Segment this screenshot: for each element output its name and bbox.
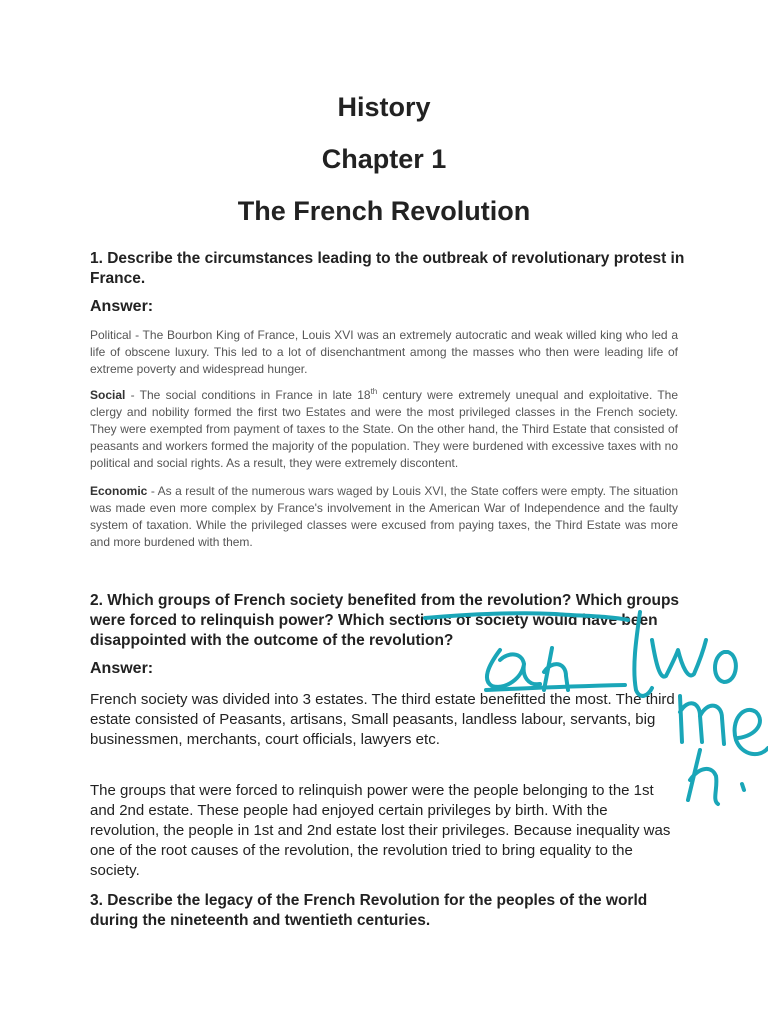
scribble-dot (742, 784, 744, 790)
answer-1-economic (90, 483, 678, 551)
scribble-a (487, 650, 540, 687)
chapter-title: Chapter 1 (321, 144, 447, 174)
social-label: Social (90, 388, 126, 402)
answer-2-paragraph-2: The groups that were forced to relinquish power were the people belonging to the 1st and 2nd estate. These people had enjoyed certain privileges by birth. With the revolution, the people in 1st and 2nd estate lost their privileges. Because inequality was one of the root causes of the revolution, the revolution tried to bring equality to the society. (90, 782, 671, 879)
economic-text: - As a result of the numerous wars waged by Louis XVI, the State coffers were empty. The situation was made even more complex by France's involvement in the American War of Independence and the faulty system of taxation. While the privileged classes were excused from paying taxes, the Third Estate was more and more burdened with them. (90, 484, 678, 549)
topic-title: The French Revolution (237, 196, 531, 226)
social-text-post: century were extremely unequal and exploitative. The clergy and nobility formed the first two Estates and were the most privileged classes in the French society. They were exempted from payment of taxes to the State. On the other hand, the Third Estate that consisted of peasants and workers formed the majority of the population. They were burdened with excessive taxes with no political and social rights. As a result, they were extremely discontent. (90, 388, 678, 470)
economic-label: Economic (90, 484, 148, 498)
answer-2-label: Answer: (90, 660, 154, 677)
answer-1-social (90, 387, 678, 472)
answer-2-paragraph-1: French society was divided into 3 estates. The third estate benefitted the most. The third estate consisted of Peasants, artisans, Small peasants, landless labour, servants, big businessmen, merchants, court officials, lawyers etc. (90, 691, 675, 748)
answer-1-label: Answer: (90, 298, 154, 315)
scribble-h2 (688, 750, 718, 804)
scribble-h (544, 648, 568, 690)
social-sup: th (370, 387, 378, 396)
question-2: 2. Which groups of French society benefited from the revolution? Which groups were forced to relinquish power? Which sections of society would have been disappointed with the outcome of the revolution? (90, 592, 680, 649)
question-3: 3. Describe the legacy of the French Revolution for the peoples of the world during the nineteenth and twentieth centuries. (90, 892, 648, 929)
social-text-pre: - The social conditions in France in late 18 (125, 388, 371, 402)
scribble-m (680, 696, 724, 744)
answer-1-political: Political - The Bourbon King of France, Louis XVI was an extremely autocratic and weak willed king who led a life of obscene luxury. This led to a lot of disenchantment among the masses who then were leading life of extreme poverty and widespread hunger. (90, 328, 678, 376)
scribble-o (715, 652, 736, 682)
scribble-e (735, 710, 768, 754)
subject-title: History (337, 92, 431, 122)
question-1: 1. Describe the circumstances leading to the outbreak of revolutionary protest in France. (90, 250, 685, 287)
